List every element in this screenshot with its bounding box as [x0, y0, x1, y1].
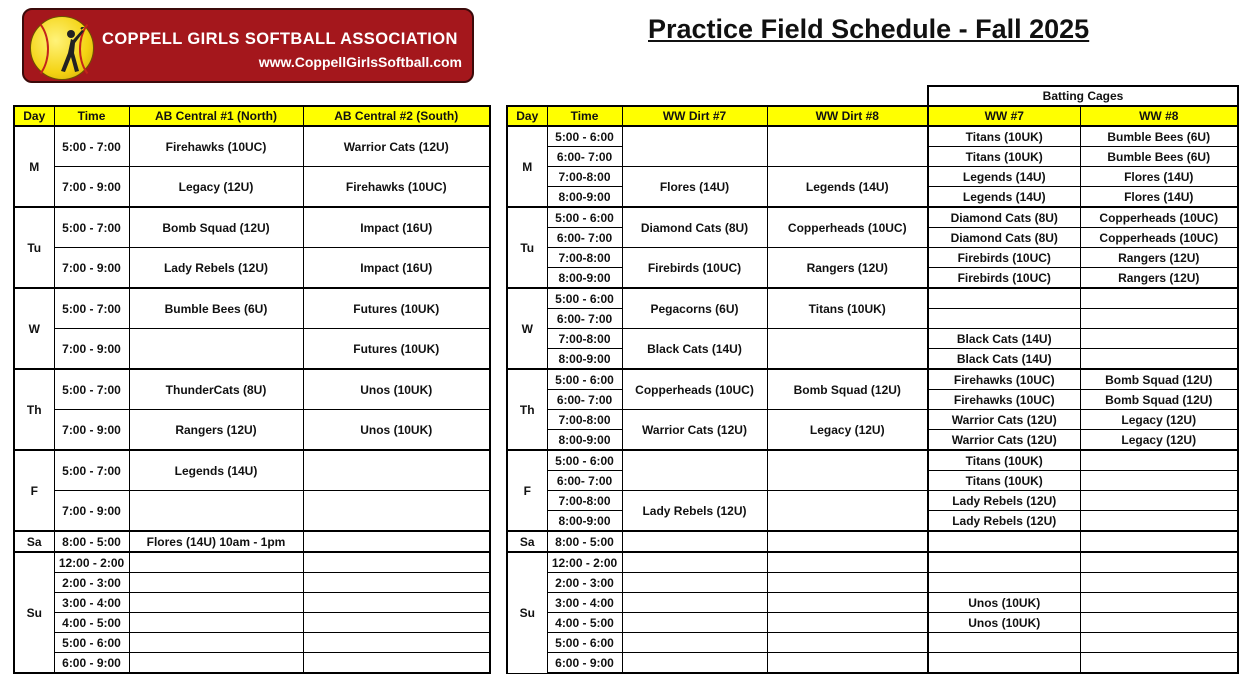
- team-cell: [622, 552, 767, 573]
- time-cell: 7:00 - 9:00: [54, 167, 129, 208]
- cage-cell: Flores (14U): [1080, 167, 1238, 187]
- cage-cell: Unos (10UK): [928, 593, 1080, 613]
- team-cell: [767, 573, 928, 593]
- table-row: [507, 552, 1238, 573]
- cage-cell: [928, 552, 1080, 573]
- header-row: [14, 106, 490, 126]
- team-cell: [767, 126, 928, 167]
- table-row: [14, 552, 490, 573]
- day-cell: Th: [14, 369, 54, 450]
- cage-cell: Black Cats (14U): [928, 329, 1080, 349]
- column-header: WW Dirt #8: [767, 106, 928, 126]
- table-row: [14, 369, 490, 410]
- table-row: [507, 369, 1238, 390]
- team-cell: [129, 329, 303, 370]
- cage-cell: [1080, 633, 1238, 653]
- team-cell: [303, 593, 490, 613]
- table-row: [14, 491, 490, 532]
- table-row: [507, 613, 1238, 633]
- cage-cell: Copperheads (10UC): [1080, 228, 1238, 248]
- team-cell: [767, 593, 928, 613]
- page-title: Practice Field Schedule - Fall 2025: [648, 14, 1090, 44]
- team-cell: ThunderCats (8U): [129, 369, 303, 410]
- team-cell: [303, 633, 490, 653]
- cage-cell: [1080, 329, 1238, 349]
- association-name: COPPELL GIRLS SOFTBALL ASSOCIATION: [102, 30, 458, 48]
- team-cell: [303, 450, 490, 491]
- cage-cell: Diamond Cats (8U): [928, 207, 1080, 228]
- team-cell: Diamond Cats (8U): [622, 207, 767, 248]
- time-cell: 5:00 - 7:00: [54, 126, 129, 167]
- ww-fields-schedule-table: [506, 85, 1239, 674]
- table-row: [14, 653, 490, 674]
- cage-cell: [928, 573, 1080, 593]
- time-cell: 5:00 - 6:00: [547, 369, 622, 390]
- table-row: [507, 633, 1238, 653]
- table-row: [14, 288, 490, 329]
- team-cell: [622, 613, 767, 633]
- team-cell: [129, 593, 303, 613]
- cage-cell: Rangers (12U): [1080, 268, 1238, 289]
- table-row: [507, 531, 1238, 552]
- team-cell: Warrior Cats (12U): [303, 126, 490, 167]
- team-cell: Firebirds (10UC): [622, 248, 767, 289]
- team-cell: [622, 126, 767, 167]
- time-cell: 2:00 - 3:00: [54, 573, 129, 593]
- time-cell: 5:00 - 6:00: [547, 126, 622, 147]
- team-cell: [129, 491, 303, 532]
- time-cell: 8:00 - 5:00: [54, 531, 129, 552]
- spacer-cell: [547, 86, 622, 106]
- time-cell: 6:00 - 9:00: [547, 653, 622, 674]
- team-cell: Legends (14U): [129, 450, 303, 491]
- time-cell: 5:00 - 6:00: [547, 288, 622, 309]
- cage-cell: [1080, 471, 1238, 491]
- time-cell: 8:00 - 5:00: [547, 531, 622, 552]
- spacer-cell: [767, 86, 928, 106]
- time-cell: 7:00-8:00: [547, 248, 622, 268]
- time-cell: 8:00-9:00: [547, 511, 622, 532]
- time-cell: 8:00-9:00: [547, 187, 622, 208]
- time-cell: 6:00- 7:00: [547, 390, 622, 410]
- cage-cell: [1080, 349, 1238, 370]
- column-header: AB Central #2 (South): [303, 106, 490, 126]
- time-cell: 5:00 - 7:00: [54, 207, 129, 248]
- spacer-cell: [507, 86, 547, 106]
- cage-cell: [1080, 593, 1238, 613]
- time-cell: 8:00-9:00: [547, 268, 622, 289]
- time-cell: 5:00 - 6:00: [547, 633, 622, 653]
- cage-cell: [1080, 491, 1238, 511]
- time-cell: 4:00 - 5:00: [547, 613, 622, 633]
- time-cell: 7:00 - 9:00: [54, 491, 129, 532]
- time-cell: 5:00 - 7:00: [54, 450, 129, 491]
- cage-cell: [1080, 309, 1238, 329]
- day-cell: Su: [507, 552, 547, 673]
- table-row: [507, 593, 1238, 613]
- header-row: [507, 106, 1238, 126]
- cage-cell: Rangers (12U): [1080, 248, 1238, 268]
- time-cell: 7:00 - 9:00: [54, 410, 129, 451]
- column-header: Time: [547, 106, 622, 126]
- association-logo: [22, 8, 474, 83]
- team-cell: Rangers (12U): [767, 248, 928, 289]
- team-cell: Warrior Cats (12U): [622, 410, 767, 451]
- day-cell: Tu: [14, 207, 54, 288]
- team-cell: Rangers (12U): [129, 410, 303, 451]
- team-cell: Pegacorns (6U): [622, 288, 767, 329]
- column-header: WW #7: [928, 106, 1080, 126]
- table-row: [507, 491, 1238, 511]
- cage-cell: [928, 531, 1080, 552]
- time-cell: 5:00 - 6:00: [547, 207, 622, 228]
- team-cell: Legacy (12U): [129, 167, 303, 208]
- day-cell: M: [507, 126, 547, 207]
- cage-cell: Legacy (12U): [1080, 410, 1238, 430]
- cage-cell: Bumble Bees (6U): [1080, 126, 1238, 147]
- cage-cell: Bomb Squad (12U): [1080, 369, 1238, 390]
- cage-cell: Legacy (12U): [1080, 430, 1238, 451]
- team-cell: Copperheads (10UC): [622, 369, 767, 410]
- time-cell: 2:00 - 3:00: [547, 573, 622, 593]
- time-cell: 6:00- 7:00: [547, 309, 622, 329]
- team-cell: [303, 653, 490, 674]
- team-cell: [303, 613, 490, 633]
- cage-cell: [1080, 573, 1238, 593]
- team-cell: [767, 531, 928, 552]
- time-cell: 8:00-9:00: [547, 349, 622, 370]
- cage-cell: Unos (10UK): [928, 613, 1080, 633]
- table-row: [507, 573, 1238, 593]
- day-cell: W: [507, 288, 547, 369]
- cage-cell: [1080, 613, 1238, 633]
- cage-cell: Warrior Cats (12U): [928, 410, 1080, 430]
- team-cell: Futures (10UK): [303, 329, 490, 370]
- time-cell: 5:00 - 6:00: [547, 450, 622, 471]
- table-row: [507, 167, 1238, 187]
- table-row: [14, 126, 490, 167]
- spacer-cell: [622, 86, 767, 106]
- team-cell: [622, 593, 767, 613]
- team-cell: [767, 450, 928, 491]
- team-cell: [622, 653, 767, 674]
- cage-cell: Diamond Cats (8U): [928, 228, 1080, 248]
- day-cell: F: [507, 450, 547, 531]
- time-cell: 7:00-8:00: [547, 491, 622, 511]
- team-cell: Impact (16U): [303, 248, 490, 289]
- team-cell: [622, 633, 767, 653]
- table-row: [14, 167, 490, 208]
- table-row: [507, 653, 1238, 674]
- cage-cell: Bumble Bees (6U): [1080, 147, 1238, 167]
- time-cell: 5:00 - 7:00: [54, 369, 129, 410]
- ab-central-schedule-table: [13, 105, 491, 674]
- team-cell: [622, 573, 767, 593]
- team-cell: [129, 573, 303, 593]
- cage-cell: Warrior Cats (12U): [928, 430, 1080, 451]
- team-cell: [129, 552, 303, 573]
- time-cell: 6:00- 7:00: [547, 228, 622, 248]
- team-cell: [622, 531, 767, 552]
- cage-cell: [1080, 552, 1238, 573]
- group-header-row: [507, 86, 1238, 106]
- batting-cages-header: Batting Cages: [928, 86, 1238, 106]
- team-cell: [767, 633, 928, 653]
- team-cell: Lady Rebels (12U): [622, 491, 767, 532]
- team-cell: Impact (16U): [303, 207, 490, 248]
- cage-cell: Titans (10UK): [928, 450, 1080, 471]
- team-cell: Legacy (12U): [767, 410, 928, 451]
- team-cell: Flores (14U) 10am - 1pm: [129, 531, 303, 552]
- association-website[interactable]: www.CoppellGirlsSoftball.com: [258, 54, 462, 70]
- column-header: Time: [54, 106, 129, 126]
- team-cell: Unos (10UK): [303, 369, 490, 410]
- time-cell: 8:00-9:00: [547, 430, 622, 451]
- team-cell: [767, 613, 928, 633]
- time-cell: 7:00 - 9:00: [54, 248, 129, 289]
- team-cell: Bomb Squad (12U): [767, 369, 928, 410]
- time-cell: 7:00-8:00: [547, 167, 622, 187]
- team-cell: [767, 653, 928, 674]
- team-cell: [303, 491, 490, 532]
- table-row: [507, 288, 1238, 309]
- table-row: [14, 531, 490, 552]
- cage-cell: Firebirds (10UC): [928, 268, 1080, 289]
- time-cell: 6:00 - 9:00: [54, 653, 129, 674]
- team-cell: Flores (14U): [622, 167, 767, 208]
- cage-cell: Bomb Squad (12U): [1080, 390, 1238, 410]
- table-row: [14, 248, 490, 289]
- team-cell: [622, 450, 767, 491]
- time-cell: 7:00 - 9:00: [54, 329, 129, 370]
- table-row: [507, 410, 1238, 430]
- cage-cell: Copperheads (10UC): [1080, 207, 1238, 228]
- cage-cell: [928, 288, 1080, 309]
- table-row: [507, 329, 1238, 349]
- cage-cell: [928, 309, 1080, 329]
- table-row: [14, 613, 490, 633]
- cage-cell: Lady Rebels (12U): [928, 511, 1080, 532]
- time-cell: 3:00 - 4:00: [54, 593, 129, 613]
- team-cell: Titans (10UK): [767, 288, 928, 329]
- table-row: [14, 410, 490, 451]
- batter-silhouette-icon: [51, 27, 87, 77]
- team-cell: [767, 491, 928, 532]
- cage-cell: [928, 633, 1080, 653]
- table-row: [14, 450, 490, 491]
- team-cell: [767, 329, 928, 370]
- cage-cell: [1080, 653, 1238, 674]
- team-cell: [303, 531, 490, 552]
- column-header: Day: [14, 106, 54, 126]
- day-cell: Sa: [14, 531, 54, 552]
- column-header: AB Central #1 (North): [129, 106, 303, 126]
- team-cell: Legends (14U): [767, 167, 928, 208]
- cage-cell: Titans (10UK): [928, 471, 1080, 491]
- cage-cell: Titans (10UK): [928, 147, 1080, 167]
- column-header: WW Dirt #7: [622, 106, 767, 126]
- time-cell: 5:00 - 6:00: [54, 633, 129, 653]
- team-cell: Lady Rebels (12U): [129, 248, 303, 289]
- cage-cell: [1080, 511, 1238, 532]
- time-cell: 3:00 - 4:00: [547, 593, 622, 613]
- column-header: WW #8: [1080, 106, 1238, 126]
- day-cell: Su: [14, 552, 54, 673]
- time-cell: 12:00 - 2:00: [54, 552, 129, 573]
- table-row: [507, 450, 1238, 471]
- time-cell: 12:00 - 2:00: [547, 552, 622, 573]
- table-row: [14, 329, 490, 370]
- table-row: [507, 207, 1238, 228]
- time-cell: 6:00- 7:00: [547, 147, 622, 167]
- day-cell: Sa: [507, 531, 547, 552]
- team-cell: Firehawks (10UC): [129, 126, 303, 167]
- team-cell: Black Cats (14U): [622, 329, 767, 370]
- team-cell: [303, 573, 490, 593]
- cage-cell: [1080, 288, 1238, 309]
- day-cell: W: [14, 288, 54, 369]
- cage-cell: [1080, 531, 1238, 552]
- table-row: [507, 248, 1238, 268]
- cage-cell: Lady Rebels (12U): [928, 491, 1080, 511]
- day-cell: Th: [507, 369, 547, 450]
- team-cell: Unos (10UK): [303, 410, 490, 451]
- team-cell: [129, 653, 303, 674]
- day-cell: Tu: [507, 207, 547, 288]
- cage-cell: Firebirds (10UC): [928, 248, 1080, 268]
- cage-cell: Black Cats (14U): [928, 349, 1080, 370]
- cage-cell: [1080, 450, 1238, 471]
- team-cell: Bumble Bees (6U): [129, 288, 303, 329]
- day-cell: M: [14, 126, 54, 207]
- cage-cell: Flores (14U): [1080, 187, 1238, 208]
- team-cell: [303, 552, 490, 573]
- table-row: [14, 207, 490, 248]
- team-cell: Copperheads (10UC): [767, 207, 928, 248]
- table-row: [507, 126, 1238, 147]
- team-cell: [129, 633, 303, 653]
- team-cell: [767, 552, 928, 573]
- time-cell: 7:00-8:00: [547, 410, 622, 430]
- team-cell: Futures (10UK): [303, 288, 490, 329]
- time-cell: 4:00 - 5:00: [54, 613, 129, 633]
- team-cell: [129, 613, 303, 633]
- softball-icon: [30, 16, 94, 80]
- table-row: [14, 573, 490, 593]
- cage-cell: [928, 653, 1080, 674]
- time-cell: 6:00- 7:00: [547, 471, 622, 491]
- table-row: [14, 593, 490, 613]
- cage-cell: Legends (14U): [928, 187, 1080, 208]
- table-row: [14, 633, 490, 653]
- day-cell: F: [14, 450, 54, 531]
- cage-cell: Legends (14U): [928, 167, 1080, 187]
- cage-cell: Firehawks (10UC): [928, 390, 1080, 410]
- column-header: Day: [507, 106, 547, 126]
- team-cell: Bomb Squad (12U): [129, 207, 303, 248]
- cage-cell: Titans (10UK): [928, 126, 1080, 147]
- cage-cell: Firehawks (10UC): [928, 369, 1080, 390]
- time-cell: 7:00-8:00: [547, 329, 622, 349]
- team-cell: Firehawks (10UC): [303, 167, 490, 208]
- time-cell: 5:00 - 7:00: [54, 288, 129, 329]
